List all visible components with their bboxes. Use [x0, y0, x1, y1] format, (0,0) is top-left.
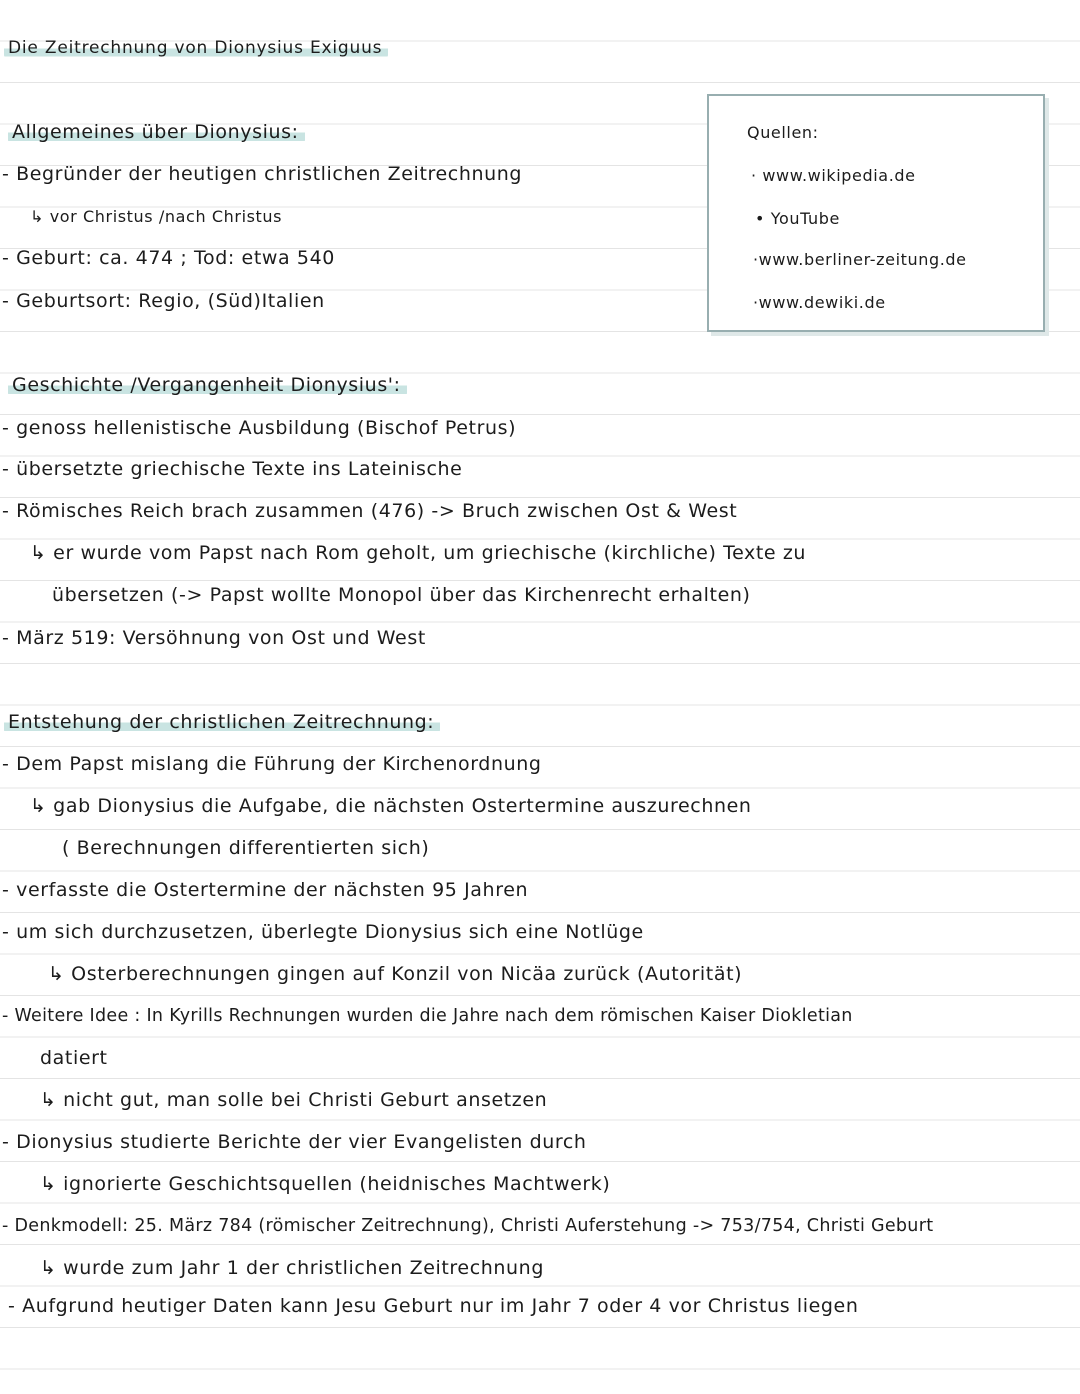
- source-item: • YouTube: [755, 209, 840, 228]
- source-item: · www.wikipedia.de: [751, 166, 916, 185]
- note-line: ↳ Osterberechnungen gingen auf Konzil von Nicäa zurück (Autorität): [48, 963, 743, 985]
- note-line: - Geburt: ca. 474 ; Tod: etwa 540: [2, 247, 335, 269]
- source-item: ·www.berliner-zeitung.de: [753, 250, 967, 269]
- note-line: - Denkmodell: 25. März 784 (römischer Zeitrechnung), Christi Auferstehung -> 753/754, Christi Geburt: [2, 1216, 934, 1236]
- note-line: - Begründer der heutigen christlichen Zeitrechnung: [2, 163, 523, 185]
- note-line: ( Berechnungen differentierten sich): [62, 837, 430, 859]
- note-line: - März 519: Versöhnung von Ost und West: [2, 627, 426, 649]
- note-line: - verfasste die Ostertermine der nächsten 95 Jahren: [2, 879, 529, 901]
- note-line: - übersetzte griechische Texte ins Lateinische: [2, 458, 463, 480]
- note-line: ↳ ignorierte Geschichtsquellen (heidnisches Machtwerk): [40, 1173, 611, 1195]
- note-line: - genoss hellenistische Ausbildung (Bischof Petrus): [2, 417, 517, 439]
- note-line: - um sich durchzusetzen, überlegte Dionysius sich eine Notlüge: [2, 921, 644, 943]
- note-line: - Dionysius studierte Berichte der vier Evangelisten durch: [2, 1131, 587, 1153]
- note-line: - Aufgrund heutiger Daten kann Jesu Geburt nur im Jahr 7 oder 4 vor Christus liegen: [8, 1295, 859, 1317]
- note-line: - Römisches Reich brach zusammen (476) -> Bruch zwischen Ost & West: [2, 500, 738, 522]
- note-line: - Weitere Idee : In Kyrills Rechnungen wurden die Jahre nach dem römischen Kaiser Diokletian: [2, 1006, 853, 1026]
- note-line: ↳ vor Christus /nach Christus: [30, 207, 283, 226]
- sources-box: [707, 94, 1045, 332]
- section-heading-origin: Entstehung der christlichen Zeitrechnung:: [4, 710, 440, 734]
- page-title: Die Zeitrechnung von Dionysius Exiguus: [4, 36, 388, 60]
- section-heading-history: Geschichte /Vergangenheit Dionysius':: [8, 373, 407, 397]
- note-line: - Geburtsort: Regio, (Süd)Italien: [2, 290, 325, 312]
- sources-heading: Quellen:: [747, 123, 819, 142]
- note-line: datiert: [40, 1047, 108, 1069]
- note-line: - Dem Papst mislang die Führung der Kirchenordnung: [2, 753, 542, 775]
- note-line: übersetzen (-> Papst wollte Monopol über das Kirchenrecht erhalten): [52, 584, 751, 606]
- note-line: ↳ gab Dionysius die Aufgabe, die nächsten Ostertermine auszurechnen: [30, 795, 752, 817]
- note-line: ↳ wurde zum Jahr 1 der christlichen Zeitrechnung: [40, 1257, 544, 1279]
- note-line: ↳ nicht gut, man solle bei Christi Geburt ansetzen: [40, 1089, 548, 1111]
- note-line: ↳ er wurde vom Papst nach Rom geholt, um griechische (kirchliche) Texte zu: [30, 542, 807, 564]
- section-heading-general: Allgemeines über Dionysius:: [8, 120, 305, 144]
- source-item: ·www.dewiki.de: [753, 293, 886, 312]
